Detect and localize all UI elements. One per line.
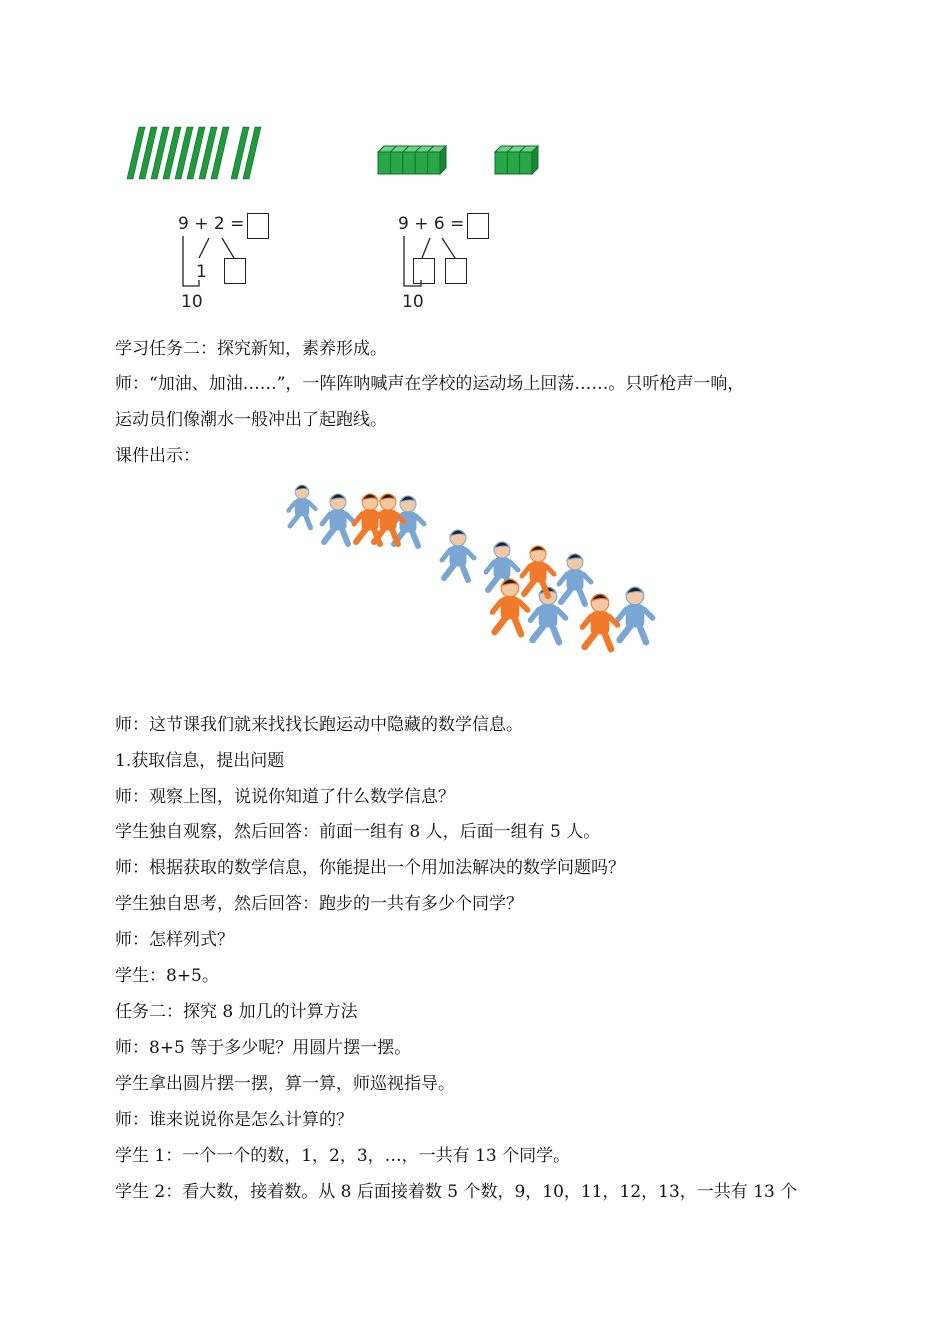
- counting-sticks-figure: [125, 125, 285, 185]
- text-line: 师：怎样列式？: [115, 930, 234, 950]
- counting-cubes-figure: [375, 142, 555, 182]
- text-line: 课件出示：: [115, 446, 200, 466]
- text-line: 学生拿出圆片摆一摆，算一算，师巡视指导。: [115, 1074, 455, 1094]
- text-line: 师：观察上图，说说你知道了什么数学信息？: [115, 787, 455, 807]
- text-line: 师：根据获取的数学信息，你能提出一个用加法解决的数学问题吗？: [115, 858, 625, 878]
- split-part-left: 1: [196, 262, 207, 282]
- equation-left: 9 + 2 =: [178, 214, 245, 234]
- text-line: 学生独自思考，然后回答：跑步的一共有多少个同学？: [115, 894, 523, 914]
- text-line: 师：“加油、加油……”，一阵阵呐喊声在学校的运动场上回荡……。只听枪声一响，: [115, 374, 745, 394]
- text-line: 师：谁来说说你是怎么计算的？: [115, 1110, 353, 1130]
- decompose-lines-left: [175, 232, 255, 292]
- ten-label-left: 10: [181, 292, 203, 312]
- runners-illustration: [280, 478, 680, 688]
- text-line: 学生 2：看大数，接着数。从 8 后面接着数 5 个数，9，10，11，12，13，一共有 13 个: [115, 1182, 798, 1202]
- text-line: 学生独自观察，然后回答：前面一组有 8 人，后面一组有 5 人。: [115, 822, 601, 842]
- text-line: 师：这节课我们就来找找长跑运动中隐藏的数学信息。: [115, 715, 523, 735]
- decompose-lines-right: [395, 232, 475, 292]
- text-line: 学生 1：一个一个的数，1，2，3，…，一共有 13 个同学。: [115, 1146, 571, 1166]
- text-line: 学习任务二：探究新知，素养形成。: [115, 339, 387, 359]
- text-line: 1.获取信息，提出问题: [115, 751, 285, 771]
- equation-right: 9 + 6 =: [398, 214, 465, 234]
- text-line: 学生：8+5。: [115, 966, 219, 986]
- text-line: 运动员们像潮水一般冲出了起跑线。: [115, 410, 387, 430]
- ten-label-right: 10: [402, 292, 424, 312]
- text-line: 师：8+5 等于多少呢？用圆片摆一摆。: [115, 1038, 412, 1058]
- text-line: 任务二：探究 8 加几的计算方法: [115, 1002, 358, 1022]
